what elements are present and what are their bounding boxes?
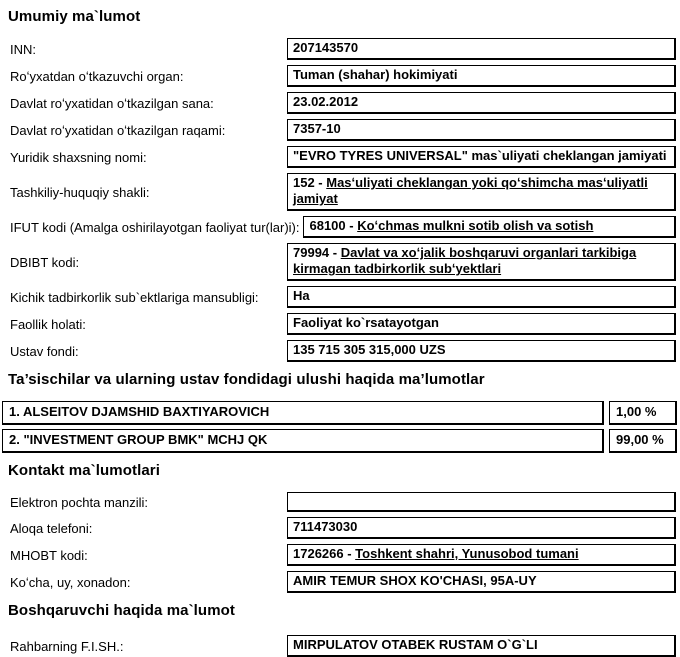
row-charter-fund <box>0 340 676 362</box>
phone-value: 711473030 <box>287 517 676 539</box>
founder-share: 1,00 % <box>609 401 677 425</box>
row-mhobt-code <box>0 544 676 566</box>
field-label: IFUT kodi (Amalga oshirilayotgan faoliyat tur(lar)i): <box>10 219 300 235</box>
charter-fund-value: 135 715 305 315,000 UZS <box>287 340 676 362</box>
field-label: Tashkiliy-huquqiy shakli: <box>10 184 150 200</box>
field-label: Elektron pochta manzili: <box>10 494 149 510</box>
field-label: Ustav fondi: <box>10 343 79 359</box>
mhobt-code-link[interactable]: Toshkent shahri, Yunusobod tumani <box>355 546 579 561</box>
legal-entity-name-value: "EVRO TYRES UNIVERSAL" mas`uliyati cheklangan jamiyati <box>287 146 676 168</box>
table-row <box>2 429 677 453</box>
email-value <box>287 492 676 512</box>
row-street-address <box>0 571 676 593</box>
row-registration-number <box>0 119 676 141</box>
field-label: Aloqa telefoni: <box>10 520 93 536</box>
founder-name: 2. "INVESTMENT GROUP BMK" MCHJ QK <box>2 429 604 453</box>
code-prefix: 1726266 - <box>293 546 356 561</box>
activity-status-value: Faoliyat ko`rsatayotgan <box>287 313 676 335</box>
dbibt-code-value <box>287 243 676 281</box>
table-row <box>2 401 677 425</box>
row-legal-entity-name <box>0 146 676 168</box>
inn-value: 207143570 <box>287 38 676 60</box>
field-label: Davlat roʻyxatidan oʻtkazilgan sana: <box>10 95 214 111</box>
legal-form-value <box>287 173 676 211</box>
manager-name-value: MIRPULATOV OTABEK RUSTAM O`G`LI <box>287 635 676 657</box>
section-title-founders: Ta’sischilar va ularning ustav fondidagi ulushi haqida ma’lumotlar <box>8 371 485 388</box>
registration-number-value: 7357-10 <box>287 119 676 141</box>
founder-share: 99,00 % <box>609 429 677 453</box>
field-label: Kichik tadbirkorlik sub`ektlariga mansubligi: <box>10 289 259 305</box>
row-ifut-code <box>0 216 676 238</box>
row-small-business <box>0 286 676 308</box>
ifut-code-link[interactable]: Koʻchmas mulkni sotib olish va sotish <box>357 218 594 233</box>
field-label: Faollik holati: <box>10 316 86 332</box>
field-label: MHOBT kodi: <box>10 547 88 563</box>
legal-form-link[interactable]: Masʻuliyati cheklangan yoki qoʻshimcha masʻuliyatli jamiyat <box>293 175 648 206</box>
field-label: INN: <box>10 41 36 57</box>
field-label: Rahbarning F.I.SH.: <box>10 638 124 654</box>
field-label: Roʻyxatdan oʻtkazuvchi organ: <box>10 68 184 84</box>
founders-table <box>2 401 677 453</box>
row-activity-status <box>0 313 676 335</box>
founder-name: 1. ALSEITOV DJAMSHID BAXTIYAROVICH <box>2 401 604 425</box>
field-label: DBIBT kodi: <box>10 254 80 270</box>
registering-organ-value: Tuman (shahar) hokimiyati <box>287 65 676 87</box>
ifut-code-value <box>303 216 676 238</box>
section-title-contact: Kontakt ma`lumotlari <box>8 462 161 479</box>
small-business-value: Ha <box>287 286 676 308</box>
row-email <box>0 492 676 512</box>
section-title-general: Umumiy ma`lumot <box>8 8 141 25</box>
field-label: Davlat roʻyxatidan oʻtkazilgan raqami: <box>10 122 226 138</box>
row-dbibt-code <box>0 243 676 281</box>
dbibt-code-link[interactable]: Davlat va xoʻjalik boshqaruvi organlari tarkibiga kirmagan tadbirkorlik subʻyektlari <box>293 245 637 276</box>
field-label: Yuridik shaxsning nomi: <box>10 149 147 165</box>
row-registration-date <box>0 92 676 114</box>
row-phone <box>0 517 676 539</box>
row-registering-organ <box>0 65 676 87</box>
code-prefix: 68100 - <box>309 218 358 233</box>
section-title-manager: Boshqaruvchi haqida ma`lumot <box>8 602 235 619</box>
mhobt-code-value <box>287 544 676 566</box>
code-prefix: 152 - <box>293 175 327 190</box>
code-prefix: 79994 - <box>293 245 341 260</box>
street-address-value: AMIR TEMUR SHOX KO'CHASI, 95A-UY <box>287 571 676 593</box>
row-legal-form <box>0 173 676 211</box>
field-label: Koʻcha, uy, xonadon: <box>10 574 131 590</box>
row-manager-name <box>0 635 676 657</box>
registration-date-value: 23.02.2012 <box>287 92 676 114</box>
row-inn <box>0 38 676 60</box>
